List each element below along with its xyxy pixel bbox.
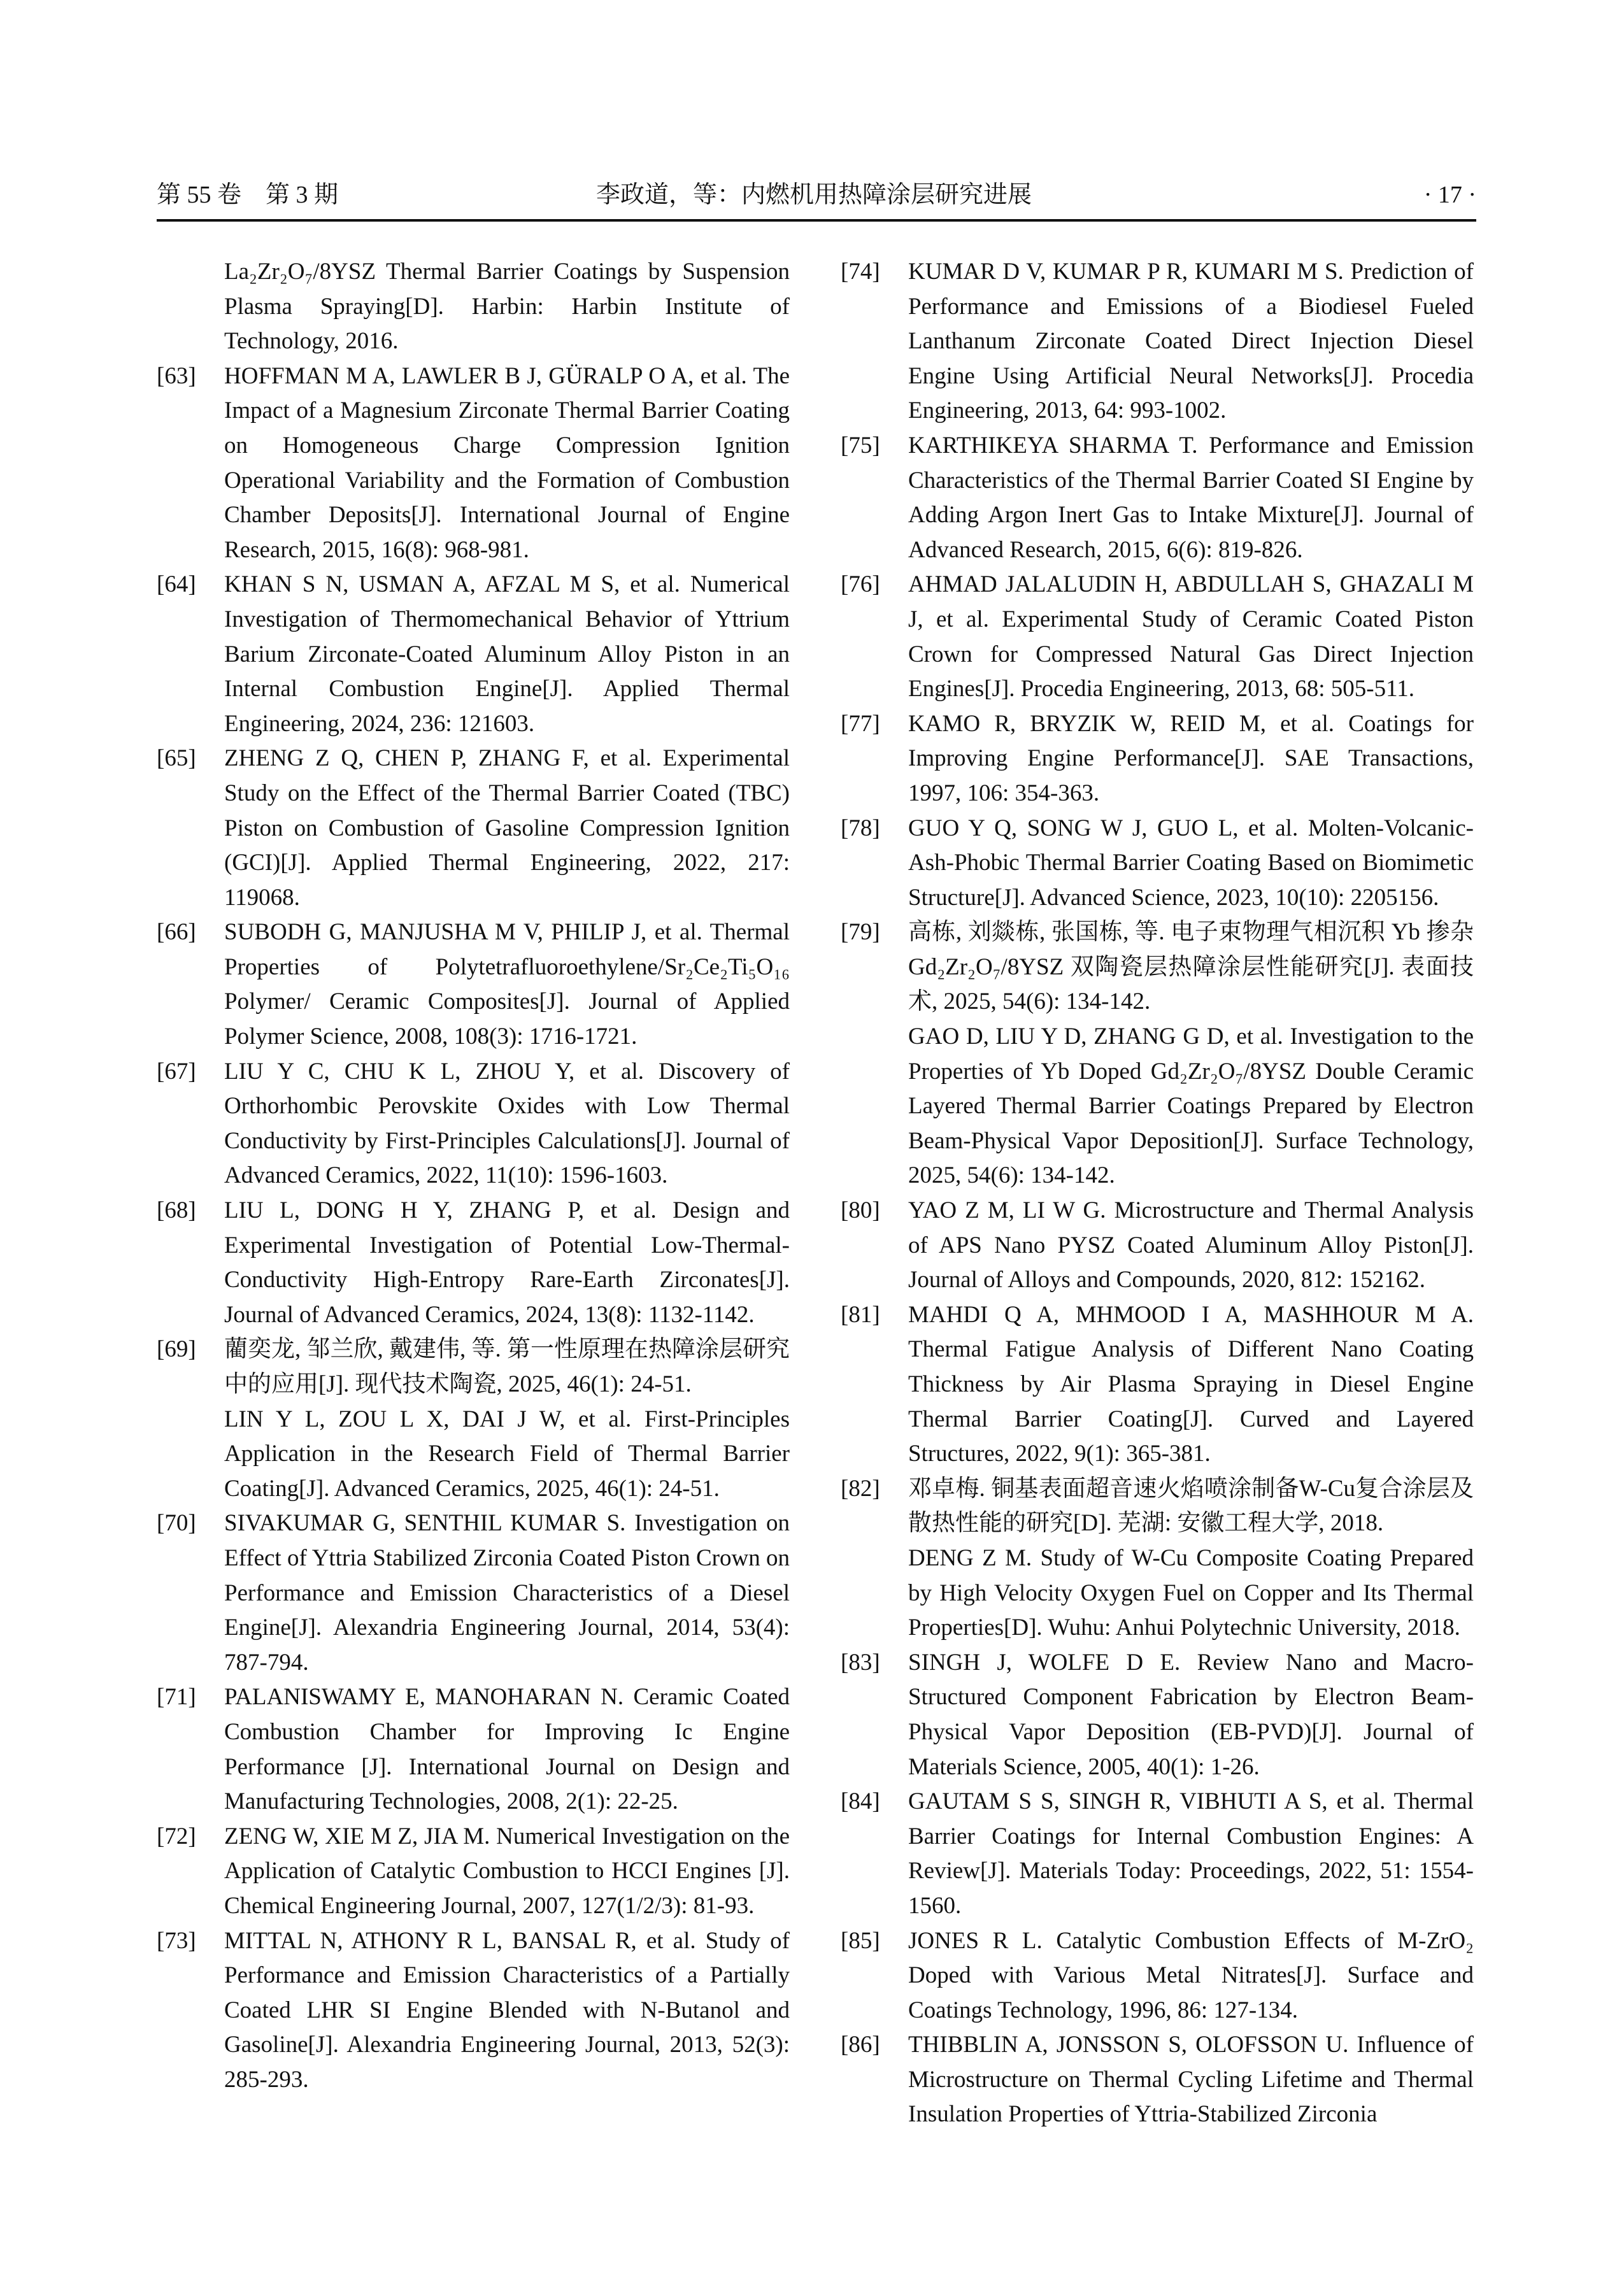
references-left-column [157,255,790,2097]
reference-number: [63] [157,362,196,389]
reference-number: [85] [841,1927,880,1954]
reference-item [157,1193,790,1332]
reference-text: AHMAD JALALUDIN H, ABDULLAH S, GHAZALI M J, et al. Experimental Study of Ceramic Coated Piston Crown for Compressed Natural Gas Direct Injection Engines[J]. Procedia Engineering, 2013, 68: 505-511. [908,571,1474,702]
reference-item [841,1193,1474,1298]
reference-item [841,1472,1474,1646]
reference-text: ZENG W, XIE M Z, JIA M. Numerical Investigation on the Application of Catalytic Combustion to HCCI Engines [J]. Chemical Engineering Journal, 2007, 127(1/2/3): 81-93. [224,1823,790,1919]
reference-number: [72] [157,1823,196,1849]
references-right-column [841,255,1474,2132]
reference-number: [67] [157,1058,196,1085]
reference-item [841,1924,1474,2028]
reference-item [841,915,1474,1193]
reference-item [157,1820,790,1924]
reference-item [157,1055,790,1193]
reference-number: [80] [841,1197,880,1224]
volume-issue: 第 55 卷 第 3 期 [157,182,339,208]
running-header [157,177,1476,215]
reference-item [841,1785,1474,1923]
reference-number: [64] [157,571,196,598]
reference-number: [71] [157,1684,196,1711]
reference-number: [76] [841,571,880,598]
reference-number: [82] [841,1475,880,1502]
reference-text: PALANISWAMY E, MANOHARAN N. Ceramic Coated Combustion Chamber for Improving Ic Engine Performance [J]. International Journal on Design and Manufacturing Technologies, 2008, 2(1): 22-25. [224,1684,790,1815]
reference-text: JONES R L. Catalytic Combustion Effects of M-ZrO₂ Doped with Various Metal Nitrates[J]. Surface and Coatings Technology, 1996, 86: 127-134. [908,1927,1474,2023]
reference-text-en: GAO D, LIU Y D, ZHANG G D, et al. Investigation to the Properties of Yb Doped Gd₂Zr₂O₇/8YSZ Double Ceramic Layered Thermal Barrier Coatings Prepared by Electron Beam-Physical Vapor Deposition[J]. Surface Technology, 2025, 54(6): 134-142. [908,1023,1474,1189]
reference-item [157,741,790,915]
reference-item [157,359,790,568]
reference-number: [73] [157,1927,196,1954]
page-number: · 17 · [1423,182,1476,208]
reference-number: [69] [157,1336,196,1363]
reference-text: LIU L, DONG H Y, ZHANG P, et al. Design and Experimental Investigation of Potential Low-Thermal-Conductivity High-Entropy Rare-Earth Zirconates[J]. Journal of Advanced Ceramics, 2024, 13(8): 1132-1142. [224,1197,790,1328]
reference-number: [75] [841,432,880,459]
reference-number: [83] [841,1649,880,1676]
reference-text-zh: 高栋, 刘燚栋, 张国栋, 等. 电子束物理气相沉积 Yb 掺杂 Gd₂Zr₂O₇/8YSZ 双陶瓷层热障涂层性能研究[J]. 表面技术, 2025, 54(6): 134-142. [908,919,1474,1015]
reference-number: [68] [157,1197,196,1224]
reference-number: [86] [841,2032,880,2058]
reference-item [841,811,1474,916]
reference-number: [66] [157,919,196,946]
reference-number: [65] [157,745,196,772]
reference-item [157,1924,790,2098]
reference-number: [79] [841,919,880,946]
reference-text: ZHENG Z Q, CHEN P, ZHANG F, et al. Experimental Study on the Effect of the Thermal Barrier Coated (TBC) Piston on Combustion of Gasoline Compression Ignition (GCI)[J]. Applied Thermal Engineering, 2022, 217: 119068. [224,745,790,911]
reference-item [157,567,790,741]
reference-text: KHAN S N, USMAN A, AFZAL M S, et al. Numerical Investigation of Thermomechanical Behavior of Yttrium Barium Zirconate-Coated Aluminum Alloy Piston in an Internal Combustion Engine[J]. Applied Thermal Engineering, 2024, 236: 121603. [224,571,790,737]
reference-item [841,1298,1474,1472]
reference-item [841,2028,1474,2132]
reference-item [841,567,1474,706]
reference-text: KUMAR D V, KUMAR P R, KUMARI M S. Prediction of Performance and Emissions of a Biodiesel Fueled Lanthanum Zirconate Coated Direct Injection Diesel Engine Using Artificial Neural Networks[J]. Procedia Engineering, 2013, 64: 993-1002. [908,259,1474,424]
reference-item [157,1506,790,1680]
reference-number: [84] [841,1788,880,1815]
reference-text: HOFFMAN M A, LAWLER B J, GÜRALP O A, et al. The Impact of a Magnesium Zirconate Thermal Barrier Coating on Homogeneous Charge Compression Ignition Operational Variability and the Formation of Combustion Chamber Deposits[J]. International Journal of Engine Research, 2015, 16(8): 968-981. [224,362,790,563]
reference-text: SINGH J, WOLFE D E. Review Nano and Macro-Structured Component Fabrication by Electron Beam-Physical Vapor Deposition (EB-PVD)[J]. Journal of Materials Science, 2005, 40(1): 1-26. [908,1649,1474,1780]
reference-text: KAMO R, BRYZIK W, REID M, et al. Coatings for Improving Engine Performance[J]. SAE Transactions, 1997, 106: 354-363. [908,710,1474,806]
reference-item [841,429,1474,567]
reference-text: KARTHIKEYA SHARMA T. Performance and Emission Characteristics of the Thermal Barrier Coated SI Engine by Adding Argon Inert Gas to Intake Mixture[J]. Journal of Advanced Research, 2015, 6(6): 819-826. [908,432,1474,563]
reference-text: MAHDI Q A, MHMOOD I A, MASHHOUR M A. Thermal Fatigue Analysis of Different Nano Coating Thickness by Air Plasma Spraying in Diesel Engine Thermal Barrier Coating[J]. Curved and Layered Structures, 2022, 9(1): 365-381. [908,1301,1474,1467]
reference-number: [78] [841,815,880,841]
reference-text: LIU Y C, CHU K L, ZHOU Y, et al. Discovery of Orthorhombic Perovskite Oxides with Low Thermal Conductivity by First-Principles Calculations[J]. Journal of Advanced Ceramics, 2022, 11(10): 1596-1603. [224,1058,790,1189]
reference-number: [77] [841,710,880,737]
reference-number: [81] [841,1301,880,1328]
reference-text: SUBODH G, MANJUSHA M V, PHILIP J, et al. Thermal Properties of Polytetrafluoroethylene/Sr₂Ce₂Ti₅O₁₆ Polymer/ Ceramic Composites[J]. Journal of Applied Polymer Science, 2008, 108(3): 1716-1721. [224,919,790,1050]
reference-text: MITTAL N, ATHONY R L, BANSAL R, et al. Study of Performance and Emission Characteristics of a Partially Coated LHR SI Engine Blended with N-Butanol and Gasoline[J]. Alexandria Engineering Journal, 2013, 52(3): 285-293. [224,1927,790,2093]
running-title: 李政道，等：内燃机用热障涂层研究进展 [596,182,1032,208]
reference-text: GUO Y Q, SONG W J, GUO L, et al. Molten-Volcanic-Ash-Phobic Thermal Barrier Coating Based on Biomimetic Structure[J]. Advanced Science, 2023, 10(10): 2205156. [908,815,1474,911]
reference-item [841,255,1474,429]
reference-item [157,255,790,359]
reference-text-en: DENG Z M. Study of W-Cu Composite Coating Prepared by High Velocity Oxygen Fuel on Copper and Its Thermal Properties[D]. Wuhu: Anhui Polytechnic University, 2018. [908,1544,1474,1641]
reference-item [157,1680,790,1819]
reference-item [841,707,1474,811]
reference-text-zh: 邓卓梅. 铜基表面超音速火焰喷涂制备W-Cu复合涂层及散热性能的研究[D]. 芜湖: 安徽工程大学, 2018. [908,1475,1474,1537]
reference-text: GAUTAM S S, SINGH R, VIBHUTI A S, et al. Thermal Barrier Coatings for Internal Combustion Engines: A Review[J]. Materials Today: Proceedings, 2022, 51: 1554-1560. [908,1788,1474,1919]
reference-text: SIVAKUMAR G, SENTHIL KUMAR S. Investigation on Effect of Yttria Stabilized Zirconia Coated Piston Crown on Performance and Emission Characteristics of a Diesel Engine[J]. Alexandria Engineering Journal, 2014, 53(4): 787-794. [224,1510,790,1676]
reference-item [157,1332,790,1506]
reference-text-zh: 藺奕龙, 邹兰欣, 戴建伟, 等. 第一性原理在热障涂层研究中的应用[J]. 现代技术陶瓷, 2025, 46(1): 24-51. [224,1336,790,1397]
reference-number: [74] [841,259,880,285]
reference-text: YAO Z M, LI W G. Microstructure and Thermal Analysis of APS Nano PYSZ Coated Aluminum Alloy Piston[J]. Journal of Alloys and Compounds, 2020, 812: 152162. [908,1197,1474,1293]
header-rule [157,219,1476,222]
reference-item [157,915,790,1054]
reference-text: THIBBLIN A, JONSSON S, OLOFSSON U. Influence of Microstructure on Thermal Cycling Lifetime and Thermal Insulation Properties of Yttria-Stabilized Zirconia [908,2032,1474,2128]
reference-item [841,1646,1474,1785]
reference-text-en: LIN Y L, ZOU L X, DAI J W, et al. First-Principles Application in the Research Field of Thermal Barrier Coating[J]. Advanced Ceramics, 2025, 46(1): 24-51. [224,1406,790,1502]
reference-text: La₂Zr₂O₇/8YSZ Thermal Barrier Coatings by Suspension Plasma Spraying[D]. Harbin: Harbin Institute of Technology, 2016. [224,259,790,355]
reference-number: [70] [157,1510,196,1537]
